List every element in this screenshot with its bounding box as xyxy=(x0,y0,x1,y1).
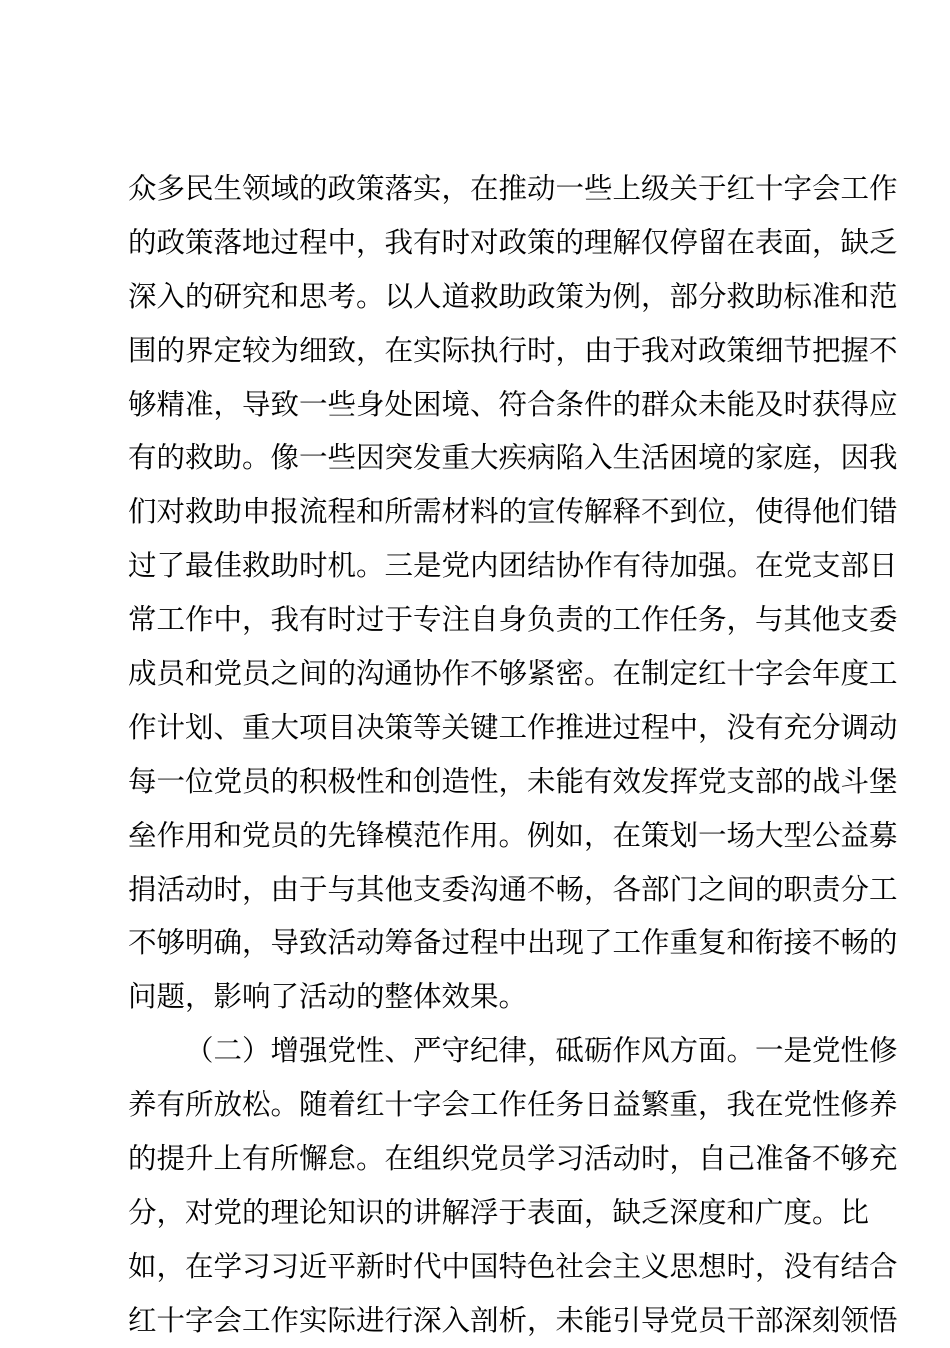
text-line: 垒作用和党员的先锋模范作用。例如，在策划一场大型公益募 xyxy=(128,818,898,852)
text-line: 有的救助。像一些因突发重大疾病陷入生活困境的家庭，因我 xyxy=(128,441,898,475)
text-line: 养有所放松。随着红十字会工作任务日益繁重，我在党性修养 xyxy=(128,1088,898,1122)
body-text xyxy=(128,162,898,1348)
text-line: 不够明确，导致活动筹备过程中出现了工作重复和衔接不畅的 xyxy=(128,926,898,960)
text-line: 常工作中，我有时过于专注自身负责的工作任务，与其他支委 xyxy=(128,603,898,637)
text-line: 们对救助申报流程和所需材料的宣传解释不到位，使得他们错 xyxy=(128,495,898,529)
text-line: 围的界定较为细致，在实际执行时，由于我对政策细节把握不 xyxy=(128,333,898,367)
text-line: 如，在学习习近平新时代中国特色社会主义思想时，没有结合 xyxy=(128,1249,898,1283)
text-line: 过了最佳救助时机。三是党内团结协作有待加强。在党支部日 xyxy=(128,549,898,583)
text-line: 众多民生领域的政策落实，在推动一些上级关于红十字会工作 xyxy=(128,172,898,205)
text-line: 红十字会工作实际进行深入剖析，未能引导党员干部深刻领悟 xyxy=(128,1303,898,1337)
section-heading-line: （二）增强党性、严守纪律，砥砺作风方面。一是党性修 xyxy=(185,1034,898,1068)
text-line: 捐活动时，由于与其他支委沟通不畅，各部门之间的职责分工 xyxy=(128,872,898,906)
text-line: 成员和党员之间的沟通协作不够紧密。在制定红十字会年度工 xyxy=(128,657,898,691)
text-line: 够精准，导致一些身处困境、符合条件的群众未能及时获得应 xyxy=(128,387,898,421)
text-line: 每一位党员的积极性和创造性，未能有效发挥党支部的战斗堡 xyxy=(128,764,898,798)
text-line: 的政策落地过程中，我有时对政策的理解仅停留在表面，缺乏 xyxy=(128,225,898,259)
text-line: 问题，影响了活动的整体效果。 xyxy=(128,980,528,1014)
text-line: 的提升上有所懈怠。在组织党员学习活动时，自己准备不够充 xyxy=(128,1142,898,1176)
text-line: 深入的研究和思考。以人道救助政策为例，部分救助标准和范 xyxy=(128,279,898,313)
text-line: 作计划、重大项目决策等关键工作推进过程中，没有充分调动 xyxy=(128,710,898,744)
text-line: 分，对党的理论知识的讲解浮于表面，缺乏深度和广度。比 xyxy=(128,1195,870,1229)
